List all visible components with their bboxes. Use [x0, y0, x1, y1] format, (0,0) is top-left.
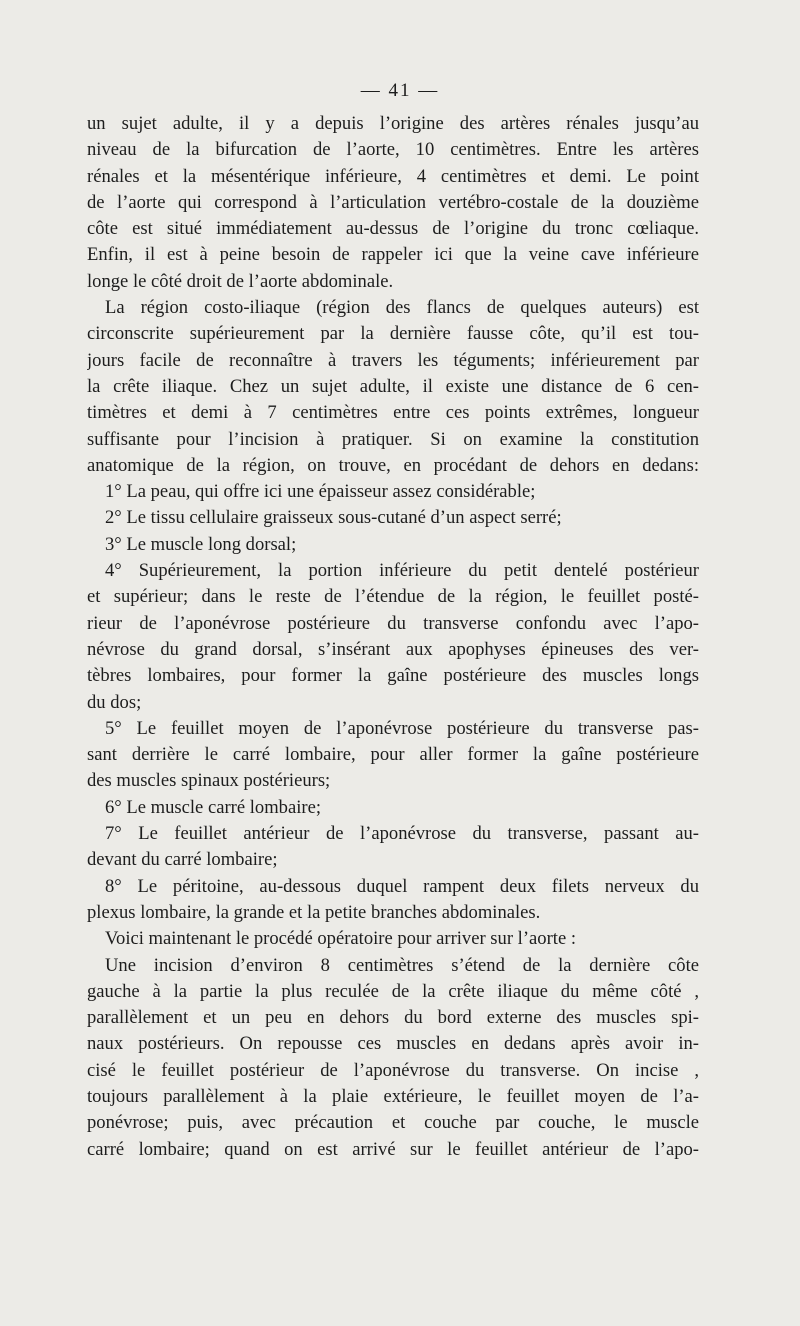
page-number: — 41 —: [360, 80, 440, 101]
text-line: sant derrière le carré lombaire, pour aller former la gaîne postérieure: [87, 744, 699, 766]
text-line: naux postérieurs. On repousse ces muscles en dedans après avoir in-: [87, 1033, 699, 1055]
text-line: névrose du grand dorsal, s’insérant aux apophyses épineuses des ver-: [87, 638, 699, 660]
text-line: timètres et demi à 7 centimètres entre ces points extrêmes, longueur: [87, 402, 699, 424]
text-line: 7° Le feuillet antérieur de l’aponévrose du transverse, passant au-: [105, 823, 699, 845]
text-line: des muscles spinaux postérieurs;: [87, 770, 331, 792]
text-line: de l’aorte qui correspond à l’articulation vertébro-costale de la douzième: [87, 191, 699, 213]
text-line: anatomique de la région, on trouve, en procédant de dehors en dedans:: [87, 454, 699, 476]
text-line: du dos;: [87, 691, 142, 713]
text-line: La région costo-iliaque (région des flancs de quelques auteurs) est: [105, 297, 699, 319]
text-line: tèbres lombaires, pour former la gaîne postérieure des muscles longs: [87, 665, 699, 687]
text-line: 8° Le péritoine, au-dessous duquel rampent deux filets nerveux du: [105, 875, 699, 897]
text-line: gauche à la partie la plus reculée de la crête iliaque du même côté ,: [87, 980, 699, 1002]
text-line: niveau de la bifurcation de l’aorte, 10 centimètres. Entre les artères: [87, 139, 699, 161]
text-line: un sujet adulte, il y a depuis l’origine des artères rénales jusqu’au: [87, 113, 699, 134]
text-line: Une incision d’environ 8 centimètres s’étend de la dernière côte: [105, 954, 699, 976]
text-line: cisé le feuillet postérieur de l’aponévrose du transverse. On incise ,: [87, 1059, 699, 1081]
text-line: carré lombaire; quand on est arrivé sur le feuillet antérieur de l’apo-: [87, 1138, 699, 1160]
text-line: longe le côté droit de l’aorte abdominale.: [87, 270, 394, 292]
text-line: ponévrose; puis, avec précaution et couche par couche, le muscle: [87, 1112, 699, 1134]
text-line: plexus lombaire, la grande et la petite branches abdominales.: [87, 901, 541, 923]
text-line: toujours parallèlement à la plaie extérieure, le feuillet moyen de l’a-: [87, 1085, 699, 1107]
text-line: Voici maintenant le procédé opératoire pour arriver sur l’aorte :: [105, 928, 577, 950]
text-line: suffisante pour l’incision à pratiquer. Si on examine la constitution: [87, 428, 699, 450]
text-line: devant du carré lombaire;: [87, 849, 278, 871]
text-line: et supérieur; dans le reste de l’étendue de la région, le feuillet posté-: [87, 586, 699, 608]
text-line: parallèlement et un peu en dehors du bord externe des muscles spi-: [87, 1007, 699, 1029]
text-line: 6° Le muscle carré lombaire;: [105, 796, 321, 818]
text-line: 4° Supérieurement, la portion inférieure du petit dentelé postérieur: [105, 560, 699, 582]
text-line: rénales et la mésentérique inférieure, 4 centimètres et demi. Le point: [87, 165, 699, 187]
text-line: la crête iliaque. Chez un sujet adulte, il existe une distance de 6 cen-: [87, 375, 699, 397]
text-line: 5° Le feuillet moyen de l’aponévrose postérieure du transverse pas-: [105, 717, 699, 739]
text-line: Enfin, il est à peine besoin de rappeler ici que la veine cave inférieure: [87, 244, 699, 266]
text-line: rieur de l’aponévrose postérieure du transverse confondu avec l’apo-: [87, 612, 699, 634]
text-line: circonscrite supérieurement par la dernière fausse côte, qu’il est tou-: [87, 323, 699, 345]
text-line: jours facile de reconnaître à travers les téguments; inférieurement par: [87, 349, 699, 371]
text-line: 2° Le tissu cellulaire graisseux sous-cutané d’un aspect serré;: [105, 507, 562, 529]
text-line: 3° Le muscle long dorsal;: [105, 533, 297, 555]
text-line: 1° La peau, qui offre ici une épaisseur assez considérable;: [105, 481, 536, 503]
body-text: [87, 111, 699, 1163]
text-line: côte est situé immédiatement au-dessus de l’origine du tronc cœliaque.: [87, 218, 699, 240]
